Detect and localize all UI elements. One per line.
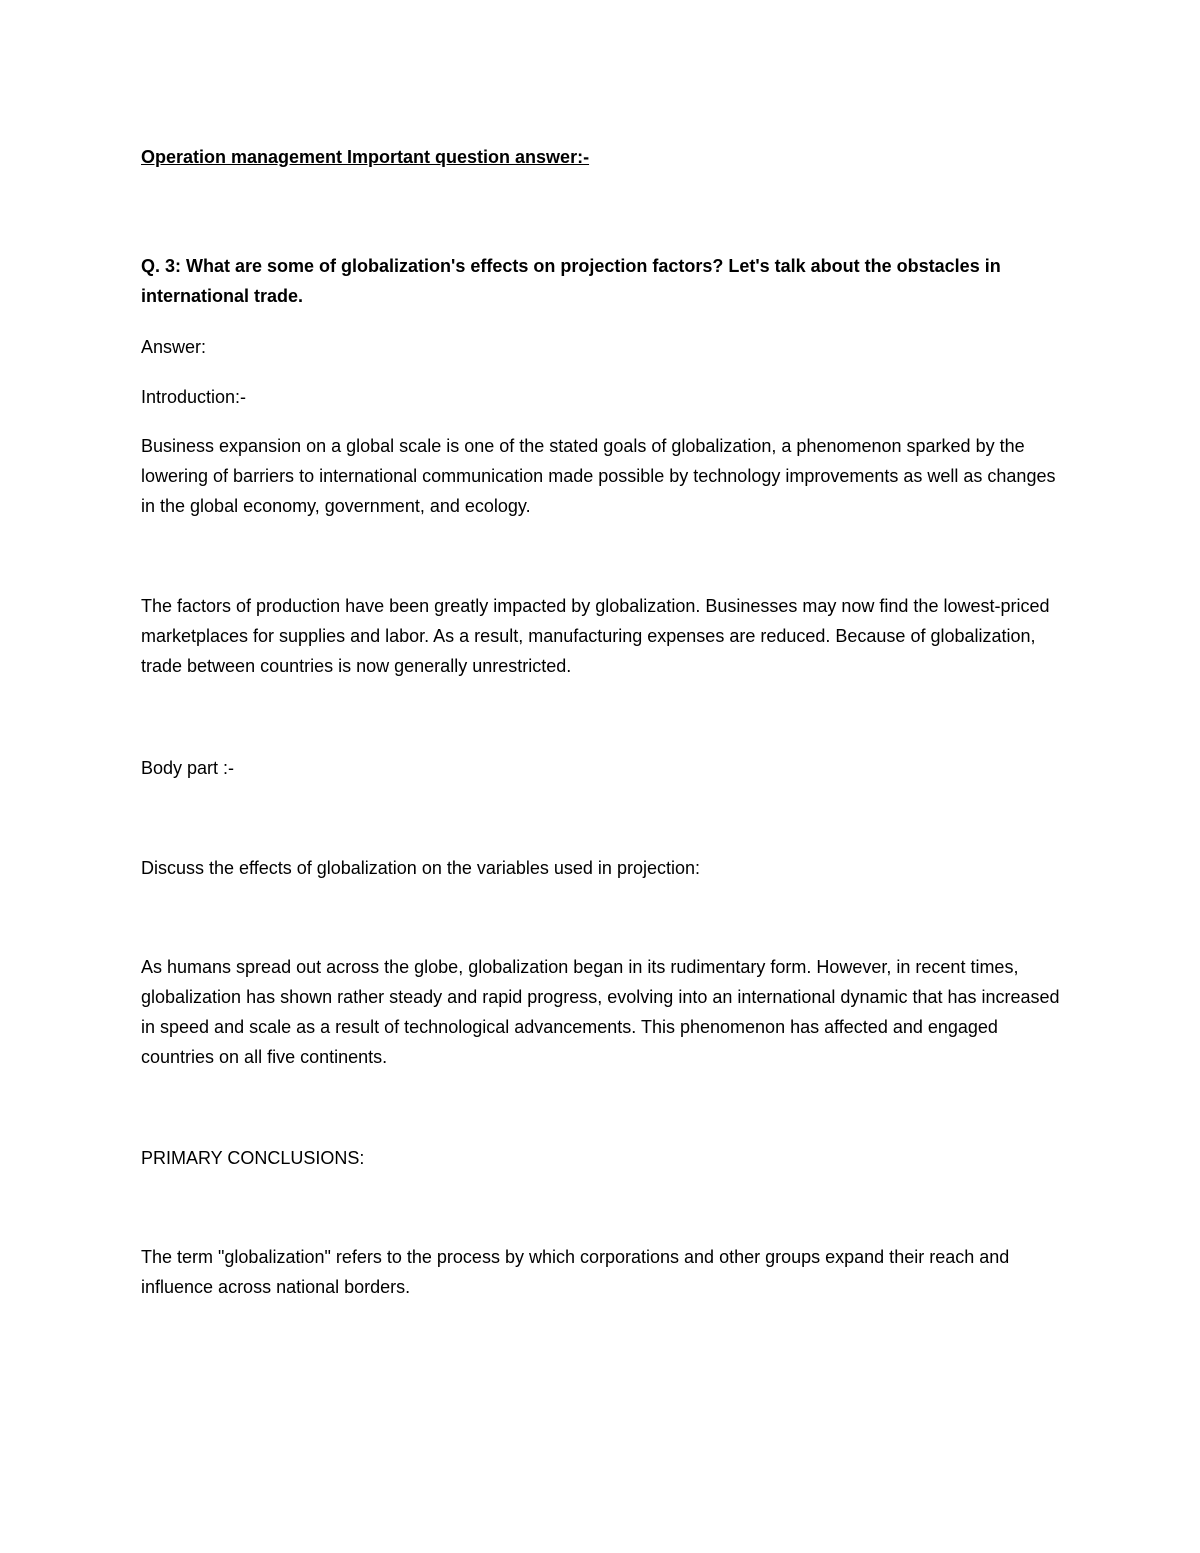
primary-conclusions-label: PRIMARY CONCLUSIONS: [141,1148,365,1168]
conclusion-paragraph: The term "globalization" refers to the process by which corporations and other groups expand their reach and influence across national borders. [141,1247,1010,1297]
answer-label: Answer: [141,337,207,357]
body-part-label: Body part :- [141,758,235,778]
intro-paragraph-2: The factors of production have been greatly impacted by globalization. Businesses may now find the lowest-priced marketplaces for supplies and labor. As a result, manufacturing expenses are reduced. Because of globalization, trade between countries is now generally unrestricted. [141,596,1050,676]
intro-paragraph-1: Business expansion on a global scale is one of the stated goals of globalization, a phenomenon sparked by the lowering of barriers to international communication made possible by technology improvements as well as changes in the global economy, government, and ecology. [141,436,1056,516]
discuss-heading: Discuss the effects of globalization on the variables used in projection: [141,858,700,878]
question-text: Q. 3: What are some of globalization's effects on projection factors? Let's talk about the obstacles in international trade. [141,256,1001,306]
document-title: Operation management Important question answer:- [141,147,590,167]
introduction-label: Introduction:- [141,387,247,407]
body-paragraph: As humans spread out across the globe, globalization began in its rudimentary form. However, in recent times, globalization has shown rather steady and rapid progress, evolving into an international dynamic that has increased in speed and scale as a result of technological advancements. This phenomenon has affected and engaged countries on all five continents. [141,957,1060,1067]
